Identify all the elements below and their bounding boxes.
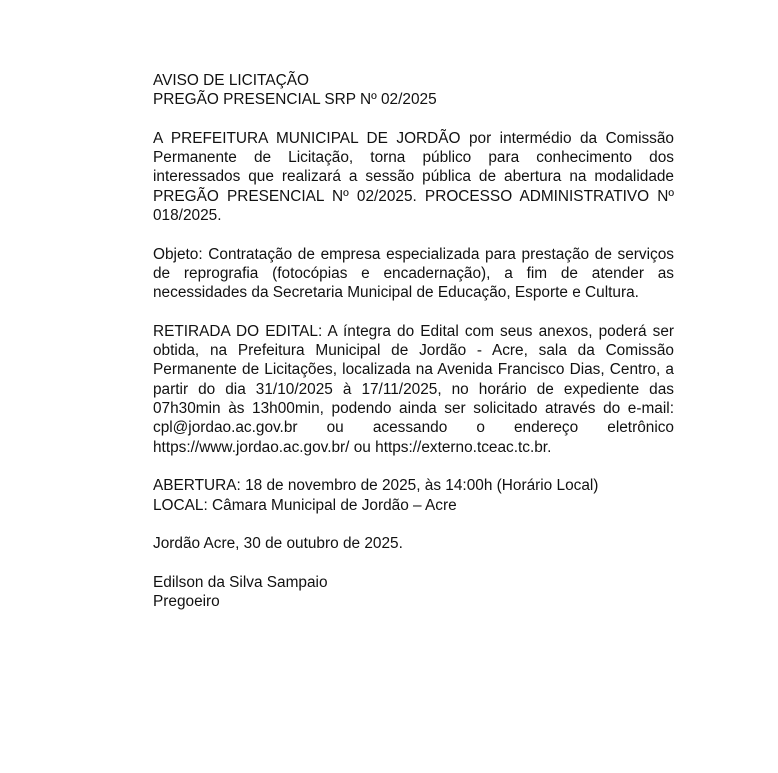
date-block: [153, 534, 674, 553]
signatory-name: Edilson da Silva Sampaio: [153, 573, 328, 591]
retirada-paragraph: RETIRADA DO EDITAL: A íntegra do Edital com seus anexos, poderá ser obtida, na Prefeitura Municipal de Jordão - Acre, sala da Comissão Permanente de Licitações, localizada na Avenida Francisco Dias, Centro, a partir do dia 31/10/2025 à 17/11/2025, no horário de expediente das 07h30min às 13h00min, podendo ainda ser solicitado através do e-mail: cpl@jordao.ac.gov.br ou acessando o endereço eletrônico https://www.jordao.ac.gov.br/ ou https://externo.tceac.tc.br.: [153, 322, 674, 456]
signatory-role: Pregoeiro: [153, 593, 220, 611]
signature-block: [153, 573, 674, 612]
notice-document: [153, 71, 674, 631]
date-line: Jordão Acre, 30 de outubro de 2025.: [153, 535, 403, 553]
notice-header: [153, 71, 674, 110]
objeto-paragraph: Objeto: Contratação de empresa especializada para prestação de serviços de reprografia (fotocópias e encadernação), a fim de atender as necessidades da Secretaria Municipal de Educação, Esporte e Cultura.: [153, 245, 674, 302]
notice-subtitle: PREGÃO PRESENCIAL SRP Nº 02/2025: [153, 91, 437, 109]
abertura-line: ABERTURA: 18 de novembro de 2025, às 14:00h (Horário Local): [153, 477, 599, 495]
notice-title: AVISO DE LICITAÇÃO: [153, 72, 309, 89]
intro-paragraph: A PREFEITURA MUNICIPAL DE JORDÃO por intermédio da Comissão Permanente de Licitação, torna público para conhecimento dos interessados que realizará a sessão pública de abertura na modalidade PREGÃO PRESENCIAL Nº 02/2025. PROCESSO ADMINISTRATIVO Nº 018/2025.: [153, 129, 674, 225]
opening-info: [153, 476, 674, 515]
local-line: LOCAL: Câmara Municipal de Jordão – Acre: [153, 496, 457, 514]
